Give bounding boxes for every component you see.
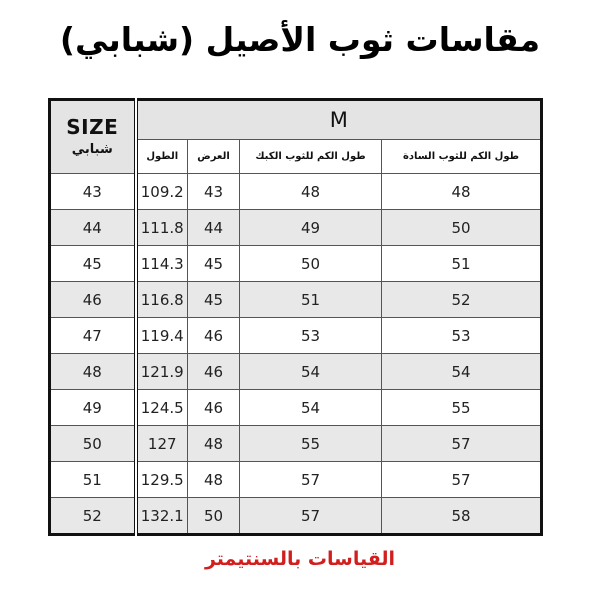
size-cell: 44: [50, 210, 136, 246]
length-cell: 132.1: [136, 498, 188, 535]
size-cell: 50: [50, 426, 136, 462]
sleeve-cuff-cell: 54: [240, 354, 382, 390]
size-header-ar: شبابي: [71, 142, 113, 158]
sleeve-plain-cell: 50: [382, 210, 542, 246]
table-row: [50, 390, 542, 426]
width-cell: 48: [188, 426, 240, 462]
table-row: [50, 426, 542, 462]
size-header-cell: [50, 100, 136, 174]
length-cell: 111.8: [136, 210, 188, 246]
sleeve-cuff-cell: 48: [240, 174, 382, 210]
sleeve-cuff-cell: 57: [240, 462, 382, 498]
sleeve-cuff-cell: 50: [240, 246, 382, 282]
column-header-sleeve-cuff: طول الكم للثوب الكبك: [240, 140, 382, 174]
table-row: [50, 282, 542, 318]
sleeve-plain-cell: 55: [382, 390, 542, 426]
size-cell: 45: [50, 246, 136, 282]
sleeve-plain-cell: 53: [382, 318, 542, 354]
sleeve-cuff-cell: 53: [240, 318, 382, 354]
sleeve-plain-cell: 51: [382, 246, 542, 282]
group-header-m: M: [136, 100, 542, 140]
sleeve-plain-cell: 58: [382, 498, 542, 535]
width-cell: 45: [188, 282, 240, 318]
length-cell: 119.4: [136, 318, 188, 354]
column-header-length: الطول: [136, 140, 188, 174]
table-header-row-top: [50, 100, 542, 140]
length-cell: 127: [136, 426, 188, 462]
size-cell: 43: [50, 174, 136, 210]
width-cell: 43: [188, 174, 240, 210]
sleeve-cuff-cell: 51: [240, 282, 382, 318]
length-cell: 124.5: [136, 390, 188, 426]
table-row: [50, 318, 542, 354]
sleeve-cuff-cell: 57: [240, 498, 382, 535]
size-cell: 47: [50, 318, 136, 354]
size-cell: 48: [50, 354, 136, 390]
table-row: [50, 498, 542, 535]
sleeve-plain-cell: 48: [382, 174, 542, 210]
size-cell: 49: [50, 390, 136, 426]
units-note: القياسات بالسنتيمتر: [204, 548, 396, 570]
width-cell: 44: [188, 210, 240, 246]
width-cell: 48: [188, 462, 240, 498]
width-cell: 45: [188, 246, 240, 282]
sleeve-plain-cell: 57: [382, 462, 542, 498]
sleeve-plain-cell: 54: [382, 354, 542, 390]
length-cell: 129.5: [136, 462, 188, 498]
sleeve-cuff-cell: 54: [240, 390, 382, 426]
size-header-en: SIZE: [66, 115, 119, 140]
column-header-width: العرض: [188, 140, 240, 174]
length-cell: 114.3: [136, 246, 188, 282]
length-cell: 116.8: [136, 282, 188, 318]
sleeve-plain-cell: 57: [382, 426, 542, 462]
page-title: مقاسات ثوب الأصيل (شبابي): [59, 20, 541, 59]
size-chart-table: [48, 98, 543, 536]
table-row: [50, 354, 542, 390]
table-row: [50, 462, 542, 498]
sleeve-plain-cell: 52: [382, 282, 542, 318]
size-cell: 46: [50, 282, 136, 318]
width-cell: 46: [188, 354, 240, 390]
column-header-sleeve-plain: طول الكم للثوب السادة: [382, 140, 542, 174]
length-cell: 121.9: [136, 354, 188, 390]
width-cell: 46: [188, 390, 240, 426]
size-cell: 52: [50, 498, 136, 535]
table-row: [50, 174, 542, 210]
size-cell: 51: [50, 462, 136, 498]
table-row: [50, 246, 542, 282]
width-cell: 50: [188, 498, 240, 535]
table-row: [50, 210, 542, 246]
sleeve-cuff-cell: 49: [240, 210, 382, 246]
sleeve-cuff-cell: 55: [240, 426, 382, 462]
length-cell: 109.2: [136, 174, 188, 210]
width-cell: 46: [188, 318, 240, 354]
